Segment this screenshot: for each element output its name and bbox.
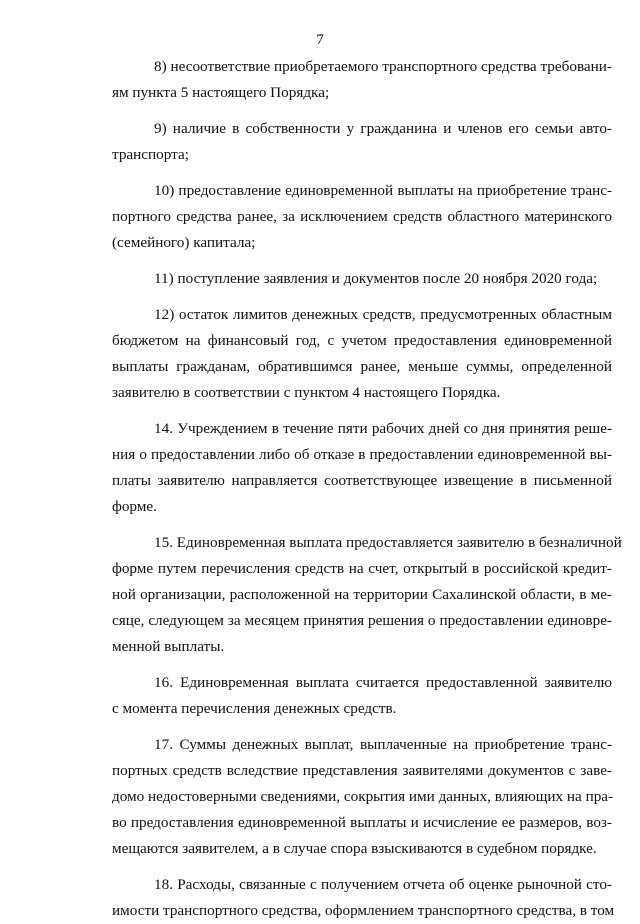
text-line: форме путем перечисления средств на счет, открытый в российской кредит- [112, 560, 612, 577]
text-line: 9) наличие в собственности у гражданина и членов его семьи авто- [154, 120, 612, 137]
text-line: сяце, следующем за месяцем принятия решения о предоставлении единовре- [112, 612, 612, 629]
paragraph-item-11 [112, 266, 612, 292]
text-line: ной организации, расположенной на территории Сахалинской области, в ме- [112, 586, 612, 603]
text-line: ния о предоставлении либо об отказе в предоставлении единовременной вы- [112, 446, 612, 463]
text-line: 11) поступление заявления и документов после 20 ноября 2020 года; [154, 270, 598, 287]
text-line: 15. Единовременная выплата предоставляется заявителю в безналичной [154, 534, 622, 551]
text-line: платы заявителю направляется соответствующее извещение в письменной [112, 472, 612, 489]
text-line: домо недостоверными сведениями, сокрытия ими данных, влияющих на пра- [112, 788, 614, 805]
text-line: мещаются заявителем, а в случае спора взыскиваются в судебном порядке. [112, 840, 597, 857]
text-line: с момента перечисления денежных средств. [112, 700, 397, 717]
paragraph-clause-16 [112, 670, 612, 722]
text-line: 12) остаток лимитов денежных средств, предусмотренных областным [154, 306, 612, 323]
paragraph-item-10 [112, 178, 612, 256]
text-line: форме. [112, 498, 157, 515]
text-line: 14. Учреждением в течение пяти рабочих дней со дня принятия реше- [154, 420, 612, 437]
text-line: портного средства ранее, за исключением средств областного материнского [112, 208, 612, 225]
paragraph-item-12 [112, 302, 612, 406]
text-line: 8) несоответствие приобретаемого транспортного средства требовани- [154, 58, 612, 75]
text-line: заявителю в соответствии с пунктом 4 настоящего Порядка. [112, 384, 501, 401]
text-line: во предоставления единовременной выплаты и исчисление ее размеров, воз- [112, 814, 612, 831]
paragraph-clause-14 [112, 416, 612, 520]
text-line: 10) предоставление единовременной выплаты на приобретение транс- [154, 182, 612, 199]
text-line: 18. Расходы, связанные с получением отчета об оценке рыночной сто- [154, 876, 612, 893]
text-line: менной выплаты. [112, 638, 225, 655]
text-line: выплаты гражданам, обратившимся ранее, меньше суммы, определенной [112, 358, 612, 375]
text-line: бюджетом на финансовый год, с учетом предоставления единовременной [112, 332, 612, 349]
paragraph-item-8 [112, 54, 612, 106]
paragraph-clause-15 [112, 530, 622, 660]
page-number: 7 [316, 32, 324, 48]
text-line: 17. Суммы денежных выплат, выплаченные на приобретение транс- [154, 736, 612, 753]
paragraph-item-9 [112, 116, 612, 168]
paragraph-clause-18 [112, 872, 615, 924]
text-line: 16. Единовременная выплата считается предоставленной заявителю [154, 674, 612, 691]
paragraph-clause-17 [112, 732, 612, 862]
text-line: имости транспортного средства, оформлением транспортного средства, в том [112, 902, 615, 919]
text-line: портных средств вследствие представления заявителями документов с заве- [112, 762, 612, 779]
text-line: (семейного) капитала; [112, 234, 256, 251]
text-line: транспорта; [112, 146, 189, 163]
text-line: ям пункта 5 настоящего Порядка; [112, 84, 330, 101]
document-body [112, 54, 622, 924]
